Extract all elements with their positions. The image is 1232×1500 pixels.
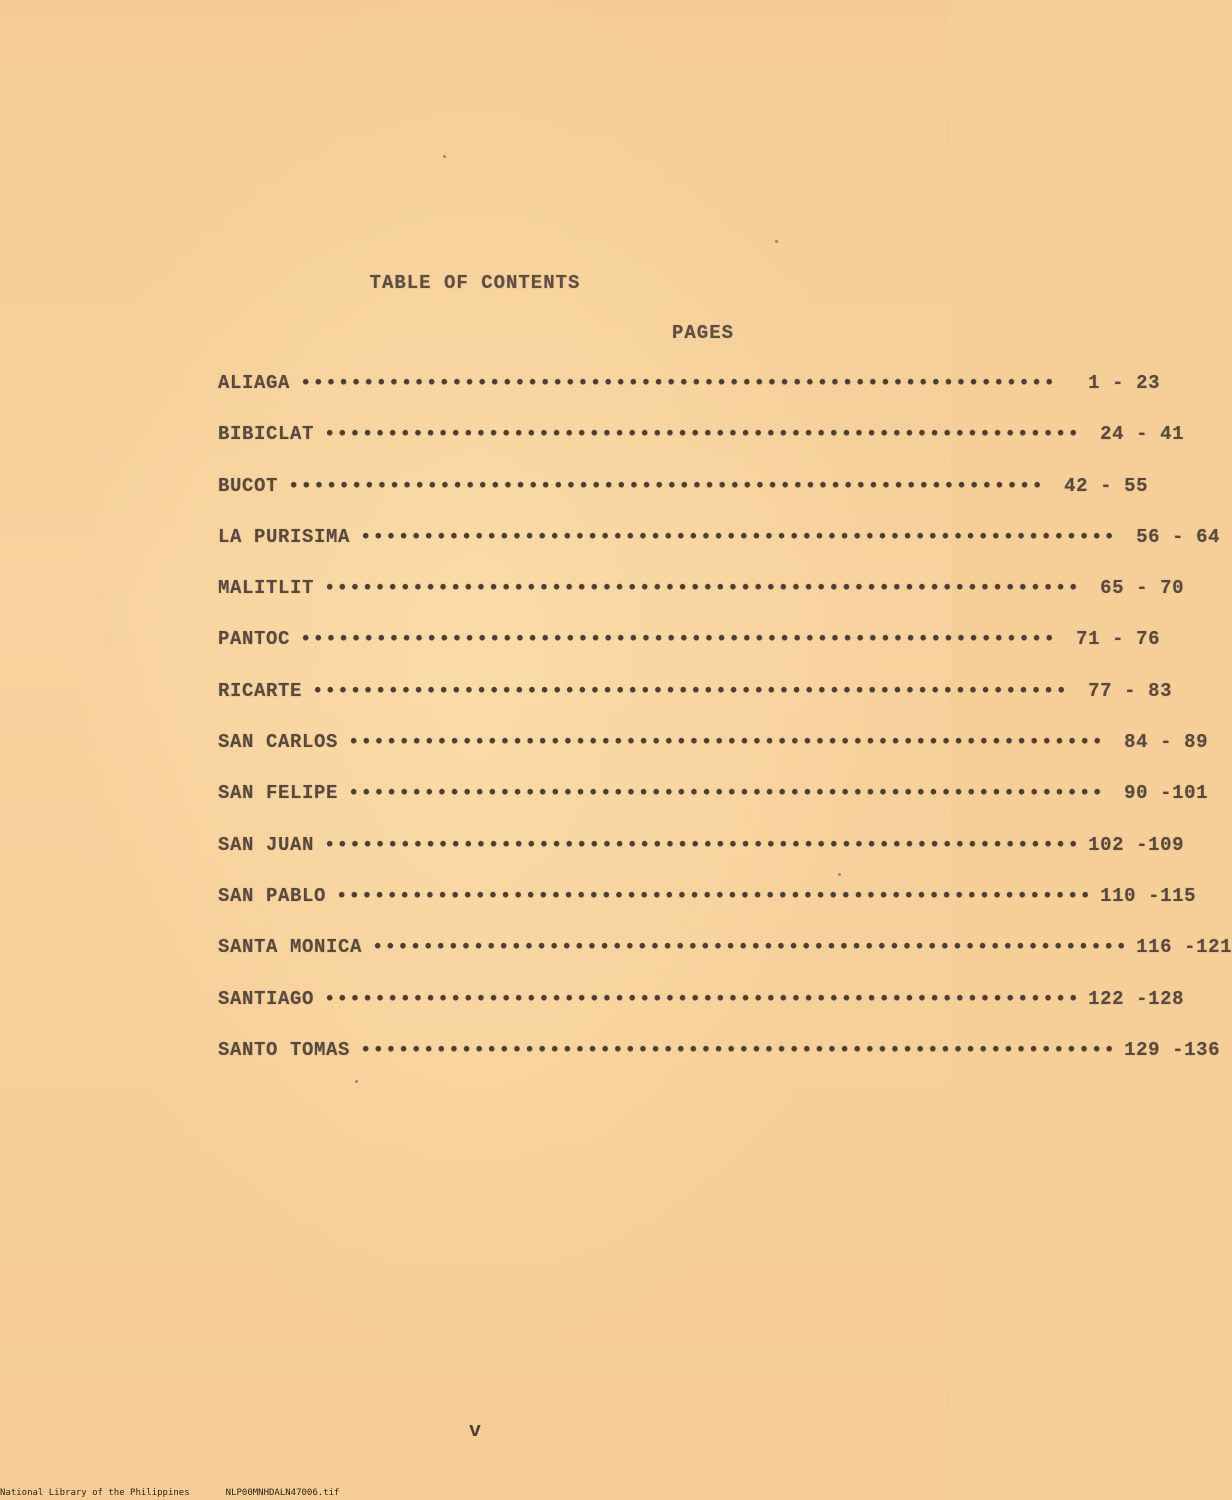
paper-speck: [443, 155, 446, 158]
toc-entry-pages: 24 - 41: [1100, 423, 1185, 446]
dot-leader: ••••••••••••••••••••••••••••••••••••••••••••••••••••••••••••: [300, 628, 1057, 651]
toc-entry: [218, 987, 1185, 1039]
footer-source: National Library of the Philippines: [0, 1488, 190, 1498]
toc-entry-pages: 110 -115: [1100, 884, 1197, 907]
toc-entry-name: SAN CARLOS: [218, 731, 339, 754]
dot-leader: ••••••••••••••••••••••••••••••••••••••••••••••••••••••••••••: [372, 936, 1129, 959]
dot-leader: ••••••••••••••••••••••••••••••••••••••••••••••••••••••••••••: [324, 833, 1081, 856]
toc-entry-name: RICARTE: [218, 679, 303, 702]
dot-leader: ••••••••••••••••••••••••••••••••••••••••••••••••••••••••••••: [348, 731, 1105, 754]
page-folio: v: [468, 1420, 481, 1443]
footer-filename: NLP00MNHDALN47006.tif: [225, 1488, 340, 1498]
toc-entry: [218, 731, 1209, 782]
dot-leader: ••••••••••••••••••••••••••••••••••••••••••••••••••••••••••••: [312, 679, 1069, 702]
toc-entry-name: LA PURISIMA: [218, 525, 351, 548]
paper-speck: [838, 873, 841, 876]
toc-entry-pages: 116 -121: [1136, 936, 1232, 959]
toc-entry-pages: 102 -109: [1088, 833, 1185, 856]
toc-entry-name: SAN PABLO: [218, 884, 327, 907]
toc-entry-name: MALITLIT: [218, 577, 315, 600]
toc-entry-pages: 84 - 89: [1124, 731, 1209, 754]
toc-entry: [218, 628, 1161, 679]
toc-entry: [218, 936, 1232, 987]
toc-entry-pages: 71 - 76: [1076, 628, 1161, 651]
dot-leader: ••••••••••••••••••••••••••••••••••••••••••••••••••••••••••••: [324, 987, 1081, 1010]
dot-leader: ••••••••••••••••••••••••••••••••••••••••••••••••••••••••••••: [324, 423, 1081, 446]
toc-entry-name: BIBICLAT: [218, 423, 315, 446]
toc-entry-pages: 1 - 23: [1088, 372, 1161, 394]
toc-entry: [218, 679, 1173, 731]
dot-leader: ••••••••••••••••••••••••••••••••••••••••••••••••••••••••••••: [324, 577, 1081, 600]
dot-leader: ••••••••••••••••••••••••••••••••••••••••••••••••••••••••••••: [336, 884, 1093, 907]
toc-entry-name: SANTO TOMAS: [218, 1038, 351, 1061]
toc-entry: [218, 1038, 1221, 1090]
toc-entry: [218, 833, 1185, 885]
toc-entry: [218, 525, 1221, 577]
toc-entry-pages: 129 -136: [1124, 1038, 1221, 1061]
toc-entry: [218, 372, 1161, 423]
toc-entry-name: SANTA MONICA: [218, 936, 363, 959]
toc-entry-name: SAN JUAN: [218, 833, 315, 856]
toc-entry: [218, 577, 1185, 628]
toc-entry-name: SANTIAGO: [218, 987, 315, 1010]
toc-entry-name: ALIAGA: [218, 372, 291, 394]
toc-entry: [218, 782, 1209, 833]
toc-entry-pages: 56 - 64: [1136, 525, 1221, 548]
toc-entry-pages: 122 -128: [1088, 987, 1185, 1010]
paper-speck: [775, 240, 778, 243]
toc-entry-pages: 42 - 55: [1064, 474, 1149, 497]
dot-leader: ••••••••••••••••••••••••••••••••••••••••••••••••••••••••••••: [288, 474, 1045, 497]
dot-leader: ••••••••••••••••••••••••••••••••••••••••••••••••••••••••••••: [360, 1038, 1117, 1061]
dot-leader: ••••••••••••••••••••••••••••••••••••••••••••••••••••••••••••: [348, 782, 1105, 805]
toc-entry-name: SAN FELIPE: [218, 782, 339, 805]
toc-entry: [218, 474, 1149, 526]
toc-entry-name: BUCOT: [218, 474, 279, 497]
dot-leader: ••••••••••••••••••••••••••••••••••••••••••••••••••••••••••••: [360, 525, 1117, 548]
toc-entry: [218, 884, 1197, 936]
pages-column-header: PAGES: [672, 322, 735, 344]
toc-list: [218, 372, 1232, 1090]
toc-entry-name: PANTOC: [218, 628, 291, 651]
toc-entry-pages: 90 -101: [1124, 782, 1209, 805]
dot-leader: ••••••••••••••••••••••••••••••••••••••••••••••••••••••••••••: [300, 372, 1057, 394]
toc-entry-pages: 77 - 83: [1088, 679, 1173, 702]
toc-entry: [218, 423, 1185, 474]
scan-footer: [0, 1488, 339, 1498]
toc-title: TABLE OF CONTENTS: [369, 272, 581, 294]
toc-entry-pages: 65 - 70: [1100, 577, 1185, 600]
